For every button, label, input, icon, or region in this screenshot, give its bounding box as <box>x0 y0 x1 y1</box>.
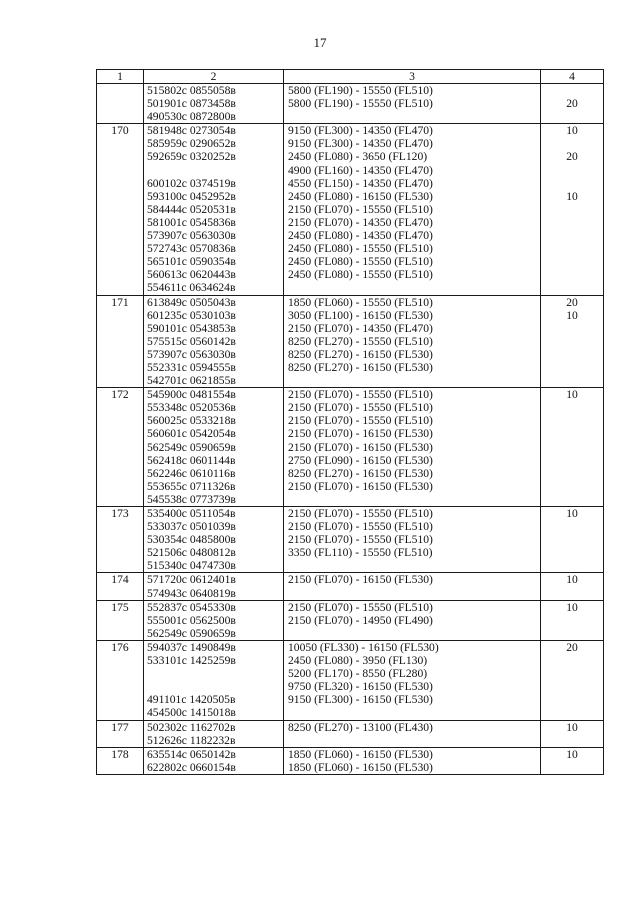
value-line <box>541 281 603 294</box>
value-line <box>541 680 603 693</box>
altitude-line: 2150 (FL070) - 15550 (FL510) <box>288 202 433 216</box>
altitude-cell <box>284 388 541 507</box>
coordinate-line: 560025с 0533218в <box>147 414 236 428</box>
value-line <box>541 467 603 480</box>
altitude-line: 1850 (FL060) - 15550 (FL510) <box>288 295 433 309</box>
value-line <box>541 654 603 667</box>
coordinate-line: 562549с 0590659в <box>147 440 236 454</box>
altitude-line: 1850 (FL060) - 16150 (FL530) <box>288 760 433 774</box>
coordinate-line: 573907с 0563030в <box>147 347 236 361</box>
altitude-line: 8250 (FL270) - 16150 (FL530) <box>288 347 433 361</box>
coordinate-line: 521506с 0480812в <box>147 546 236 560</box>
altitude-line <box>284 627 540 640</box>
altitude-cell <box>284 720 541 747</box>
coordinate-line: 545538с 0773739в <box>147 492 236 506</box>
altitude-line: 4550 (FL150) - 14350 (FL470) <box>288 176 433 190</box>
coordinate-line: 594037с 1490849в <box>147 640 236 654</box>
value-cell <box>541 388 604 507</box>
coordinate-line: 560601с 0542054в <box>147 427 236 441</box>
value-line <box>541 401 603 414</box>
route-id-cell <box>97 295 144 388</box>
value-line <box>541 627 603 640</box>
altitude-line: 2150 (FL070) - 15550 (FL510) <box>288 533 433 547</box>
value-line <box>541 493 603 506</box>
route-id <box>97 84 143 97</box>
altitude-line: 3350 (FL110) - 15550 (FL510) <box>288 546 433 560</box>
coordinate-line: 575515с 0560142в <box>147 334 236 348</box>
coordinate-line: 545900с 0481554в <box>147 388 236 402</box>
coordinate-cell <box>144 507 284 573</box>
header-col-4: 4 <box>541 70 604 84</box>
coordinate-line: 515802с 0855058в <box>147 84 236 97</box>
table-row <box>97 507 604 573</box>
value-cell <box>541 295 604 388</box>
value-line <box>541 110 603 123</box>
altitude-line: 2150 (FL070) - 14950 (FL490) <box>288 613 433 627</box>
altitude-line: 9750 (FL320) - 16150 (FL530) <box>288 680 433 694</box>
route-id-cell <box>97 573 144 600</box>
coordinate-line <box>144 680 283 693</box>
table-row <box>97 573 604 600</box>
altitude-line: 2150 (FL070) - 14350 (FL470) <box>288 321 433 335</box>
altitude-line: 2150 (FL070) - 16150 (FL530) <box>288 479 433 493</box>
altitude-line: 2150 (FL070) - 15550 (FL510) <box>288 600 433 614</box>
value-cell <box>541 124 604 295</box>
altitude-line: 2150 (FL070) - 15550 (FL510) <box>288 388 433 402</box>
value-line <box>541 454 603 467</box>
coordinate-line: 562418с 0601144в <box>147 453 236 467</box>
altitude-line: 2450 (FL080) - 3950 (FL130) <box>288 654 428 668</box>
coordinate-cell <box>144 600 284 640</box>
altitude-line: 5800 (FL190) - 15550 (FL510) <box>288 84 433 97</box>
value-line: 10 <box>566 747 578 761</box>
altitude-line: 1850 (FL060) - 16150 (FL530) <box>288 747 433 761</box>
coordinate-line: 552837с 0545330в <box>147 600 236 614</box>
value-line: 10 <box>566 388 578 402</box>
altitude-line <box>284 734 540 747</box>
table-body <box>97 84 604 775</box>
coordinate-line: 562246с 0610116в <box>147 466 236 480</box>
value-line <box>541 335 603 348</box>
value-line <box>541 761 603 774</box>
value-line: 10 <box>566 600 578 614</box>
coordinate-line: 560613с 0620443в <box>147 268 236 282</box>
value-line <box>541 734 603 747</box>
altitude-line: 2450 (FL080) - 14350 (FL470) <box>288 229 433 243</box>
altitude-line <box>284 559 540 572</box>
altitude-line: 3050 (FL100) - 16150 (FL530) <box>288 308 433 322</box>
altitude-line <box>284 493 540 506</box>
coordinate-line: 553348с 0520536в <box>147 401 236 415</box>
route-id: 176 <box>111 640 129 654</box>
value-line: 20 <box>566 150 578 164</box>
altitude-line: 8250 (FL270) - 16150 (FL530) <box>288 360 433 374</box>
coordinate-line: 613849с 0505043в <box>147 295 236 309</box>
altitude-line: 2150 (FL070) - 16150 (FL530) <box>288 427 433 441</box>
value-cell <box>541 720 604 747</box>
coordinate-cell <box>144 295 284 388</box>
value-line <box>541 255 603 268</box>
value-line <box>541 706 603 719</box>
coordinate-cell <box>144 388 284 507</box>
route-id: 174 <box>111 573 129 587</box>
altitude-line: 2150 (FL070) - 15550 (FL510) <box>288 507 433 520</box>
coordinate-cell <box>144 747 284 774</box>
coordinate-line: 581948с 0273054в <box>147 124 236 138</box>
value-cell <box>541 600 604 640</box>
altitude-line: 4900 (FL160) - 14350 (FL470) <box>288 163 433 177</box>
altitude-line <box>284 110 540 123</box>
header-col-1: 1 <box>97 70 144 84</box>
coordinate-line: 635514с 0650142в <box>147 747 236 761</box>
coordinate-cell <box>144 573 284 600</box>
value-line <box>541 587 603 600</box>
coordinate-line: 530354с 0485800в <box>147 533 236 547</box>
coordinate-line: 502302с 1162702в <box>147 720 236 734</box>
value-line: 20 <box>566 640 578 654</box>
coordinate-line: 490530с 0872800в <box>147 110 236 124</box>
coordinate-cell <box>144 640 284 720</box>
route-id: 175 <box>111 600 129 614</box>
route-id: 171 <box>111 295 129 309</box>
route-id-cell <box>97 640 144 720</box>
altitude-cell <box>284 573 541 600</box>
value-line <box>541 533 603 546</box>
altitude-line <box>284 587 540 600</box>
table-row <box>97 388 604 507</box>
altitude-line <box>284 374 540 387</box>
coordinate-line <box>144 164 283 177</box>
altitude-line: 2150 (FL070) - 16150 (FL530) <box>288 440 433 454</box>
value-line <box>541 546 603 559</box>
altitude-line: 9150 (FL300) - 14350 (FL470) <box>288 124 433 138</box>
altitude-cell <box>284 600 541 640</box>
altitude-line: 2150 (FL070) - 15550 (FL510) <box>288 414 433 428</box>
value-line: 20 <box>566 97 578 111</box>
altitude-line: 9150 (FL300) - 16150 (FL530) <box>288 693 433 707</box>
coordinate-line: 454500с 1415018в <box>147 706 236 720</box>
coordinate-line: 542701с 0621855в <box>147 374 236 388</box>
value-line <box>541 441 603 454</box>
value-line <box>541 559 603 572</box>
altitude-line <box>284 706 540 719</box>
route-id-cell <box>97 720 144 747</box>
coordinate-line: 573907с 0563030в <box>147 229 236 243</box>
altitude-line: 2450 (FL080) - 15550 (FL510) <box>288 268 433 282</box>
table-row <box>97 84 604 124</box>
coordinate-line: 533101с 1425259в <box>147 654 236 668</box>
altitude-line <box>284 281 540 294</box>
page-number: 17 <box>313 35 327 50</box>
altitude-line: 8250 (FL270) - 15550 (FL510) <box>288 334 433 348</box>
altitude-line: 8250 (FL270) - 13100 (FL430) <box>288 720 433 734</box>
table-row <box>97 720 604 747</box>
value-cell <box>541 507 604 573</box>
value-line <box>541 137 603 150</box>
route-id: 170 <box>111 124 129 138</box>
route-table <box>96 69 604 775</box>
coordinate-line: 585959с 0290652в <box>147 137 236 151</box>
altitude-line: 2150 (FL070) - 15550 (FL510) <box>288 520 433 534</box>
value-line <box>541 361 603 374</box>
altitude-line: 2750 (FL090) - 16150 (FL530) <box>288 453 433 467</box>
altitude-line: 5800 (FL190) - 15550 (FL510) <box>288 97 433 111</box>
value-line: 20 <box>566 295 578 309</box>
coordinate-line: 554611с 0634624в <box>147 281 236 295</box>
value-cell <box>541 84 604 124</box>
value-line <box>541 520 603 533</box>
coordinate-line: 600102с 0374519в <box>147 176 236 190</box>
value-line: 10 <box>566 507 578 520</box>
altitude-line: 5200 (FL170) - 8550 (FL280) <box>288 667 428 681</box>
coordinate-line: 501901с 0873458в <box>147 97 236 111</box>
value-line <box>541 164 603 177</box>
value-line <box>541 203 603 216</box>
altitude-line: 2450 (FL080) - 16150 (FL530) <box>288 189 433 203</box>
coordinate-line: 622802с 0660154в <box>147 760 236 774</box>
altitude-line: 2150 (FL070) - 15550 (FL510) <box>288 401 433 415</box>
coordinate-line: 601235с 0530103в <box>147 308 236 322</box>
value-line <box>541 84 603 97</box>
altitude-cell <box>284 640 541 720</box>
coordinate-line: 592659с 0320252в <box>147 150 236 164</box>
value-line <box>541 614 603 627</box>
coordinate-line: 555001с 0562500в <box>147 613 236 627</box>
value-line <box>541 414 603 427</box>
value-line <box>541 348 603 361</box>
value-line <box>541 268 603 281</box>
altitude-cell <box>284 295 541 388</box>
coordinate-line: 593100с 0452952в <box>147 189 236 203</box>
table-row <box>97 295 604 388</box>
altitude-line: 9150 (FL300) - 14350 (FL470) <box>288 137 433 151</box>
route-id-cell <box>97 747 144 774</box>
table-row <box>97 600 604 640</box>
coordinate-line: 590101с 0543853в <box>147 321 236 335</box>
route-id-cell <box>97 600 144 640</box>
value-cell <box>541 747 604 774</box>
altitude-line: 8250 (FL270) - 16150 (FL530) <box>288 466 433 480</box>
coordinate-line <box>144 667 283 680</box>
route-id: 173 <box>111 507 129 520</box>
altitude-cell <box>284 84 541 124</box>
altitude-line: 2450 (FL080) - 15550 (FL510) <box>288 255 433 269</box>
value-line <box>541 667 603 680</box>
altitude-line: 2450 (FL080) - 3650 (FL120) <box>288 150 428 164</box>
route-id: 177 <box>111 720 129 734</box>
header-col-3: 3 <box>284 70 541 84</box>
route-id-cell <box>97 507 144 573</box>
route-id-cell <box>97 84 144 124</box>
route-id: 178 <box>111 747 129 761</box>
value-line: 10 <box>566 189 578 203</box>
coordinate-line: 565101с 0590354в <box>147 255 236 269</box>
value-line <box>541 242 603 255</box>
table-row <box>97 640 604 720</box>
altitude-line: 2450 (FL080) - 15550 (FL510) <box>288 242 433 256</box>
value-line: 10 <box>566 308 578 322</box>
altitude-line: 2150 (FL070) - 16150 (FL530) <box>288 573 433 587</box>
route-id: 172 <box>111 388 129 402</box>
altitude-line: 10050 (FL330) - 16150 (FL530) <box>288 640 439 654</box>
coordinate-line: 572743с 0570836в <box>147 242 236 256</box>
coordinate-line: 535400с 0511054в <box>147 507 236 520</box>
value-line <box>541 374 603 387</box>
coordinate-cell <box>144 84 284 124</box>
value-line <box>541 693 603 706</box>
coordinate-line: 571720с 0612401в <box>147 573 236 587</box>
coordinate-line: 533037с 0501039в <box>147 520 236 534</box>
route-id-cell <box>97 388 144 507</box>
value-cell <box>541 640 604 720</box>
value-cell <box>541 573 604 600</box>
route-id-cell <box>97 124 144 295</box>
table-row <box>97 124 604 295</box>
value-line: 10 <box>566 573 578 587</box>
value-line <box>541 216 603 229</box>
header-col-2: 2 <box>144 70 284 84</box>
coordinate-line: 562549с 0590659в <box>147 626 236 640</box>
coordinate-cell <box>144 720 284 747</box>
altitude-cell <box>284 507 541 573</box>
coordinate-line: 491101с 1420505в <box>147 693 236 707</box>
coordinate-line: 581001с 0545836в <box>147 215 236 229</box>
value-line: 10 <box>566 720 578 734</box>
table-header-row <box>97 70 604 84</box>
coordinate-line: 515340с 0474730в <box>147 559 236 573</box>
altitude-line: 2150 (FL070) - 14350 (FL470) <box>288 215 433 229</box>
value-line <box>541 480 603 493</box>
altitude-cell <box>284 124 541 295</box>
coordinate-line: 553655с 0711326в <box>147 479 236 493</box>
coordinate-line: 512626с 1182232в <box>147 733 236 747</box>
coordinate-line: 552331с 0594555в <box>147 360 236 374</box>
altitude-cell <box>284 747 541 774</box>
value-line <box>541 322 603 335</box>
value-line: 10 <box>566 124 578 138</box>
coordinate-line: 574943с 0640819в <box>147 586 236 600</box>
table-row <box>97 747 604 774</box>
value-line <box>541 177 603 190</box>
coordinate-line: 584444с 0520531в <box>147 202 236 216</box>
value-line <box>541 427 603 440</box>
value-line <box>541 229 603 242</box>
coordinate-cell <box>144 124 284 295</box>
